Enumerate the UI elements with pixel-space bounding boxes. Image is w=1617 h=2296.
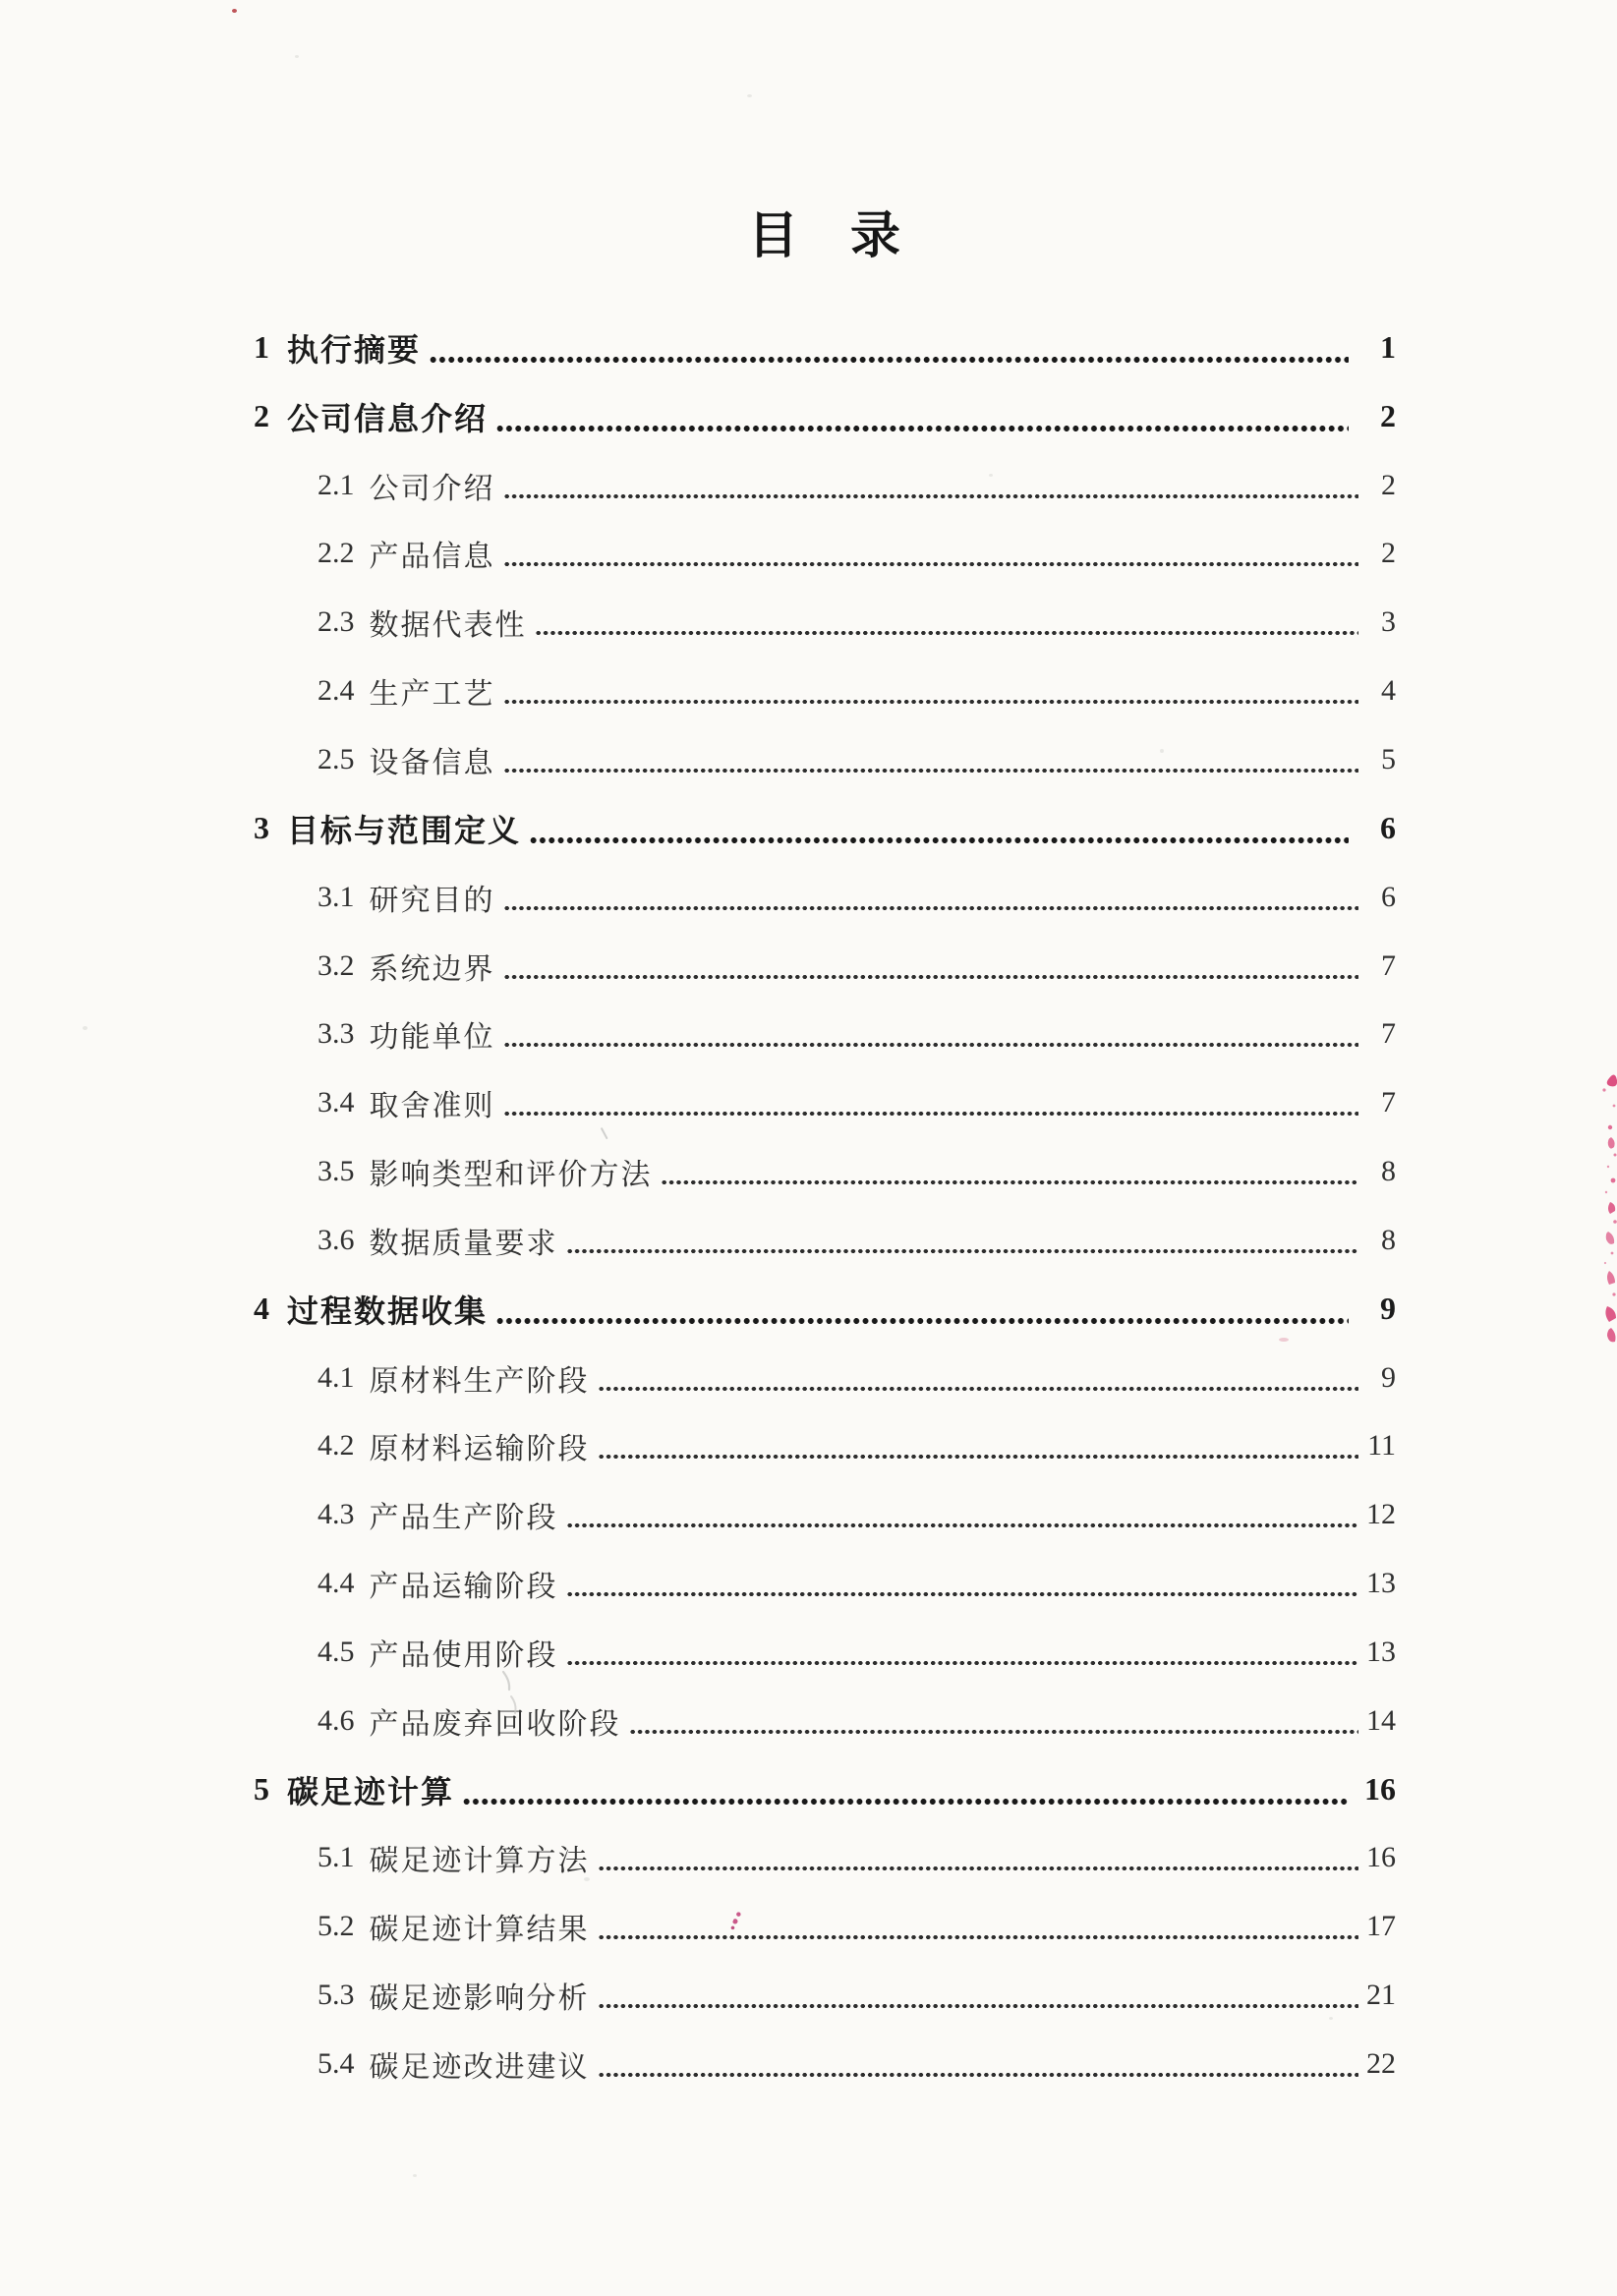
scan-speckle xyxy=(295,55,299,58)
toc-entry-label: 研究目的 xyxy=(369,884,495,917)
dot-leader xyxy=(535,627,1359,639)
toc-entry-label: 执行摘要 xyxy=(287,331,422,368)
toc-entry-page: 14 xyxy=(1366,1703,1396,1737)
toc-entry-label: 数据质量要求 xyxy=(369,1227,558,1260)
dot-leader xyxy=(598,1451,1359,1463)
toc-entry-label: 碳足迹计算方法 xyxy=(369,1845,590,1878)
toc-entry-label: 过程数据收集 xyxy=(287,1292,489,1329)
toc-entry xyxy=(254,1480,1396,1549)
toc-entry-label: 功能单位 xyxy=(369,1021,495,1055)
toc-entry xyxy=(254,1687,1396,1755)
toc-entry-page: 12 xyxy=(1366,1498,1396,1531)
toc-entry-page: 2 xyxy=(1381,537,1396,570)
toc-entry-number: 2.5 xyxy=(318,742,355,775)
toc-entry-number: 3.5 xyxy=(318,1155,355,1188)
toc-entry-page: 16 xyxy=(1364,1771,1396,1808)
toc-entry-number: 2.4 xyxy=(318,674,355,708)
toc-entry-number: 3.6 xyxy=(318,1223,355,1256)
toc-entry-label: 碳足迹影响分析 xyxy=(369,1982,590,2016)
toc-entry-page: 7 xyxy=(1381,1086,1396,1119)
dot-leader xyxy=(503,1108,1359,1119)
dot-leader xyxy=(503,1039,1359,1051)
toc-entry-label: 公司介绍 xyxy=(369,472,495,505)
toc-entry xyxy=(254,1892,1396,1961)
dot-leader xyxy=(495,423,1349,434)
dot-leader xyxy=(598,2000,1359,2012)
toc-entry xyxy=(254,1068,1396,1137)
toc-entry-number: 5 xyxy=(254,1771,269,1808)
toc-entry-number: 3.3 xyxy=(318,1017,355,1051)
toc-entry xyxy=(254,382,1396,451)
toc-entry-page: 2 xyxy=(1381,468,1396,501)
dot-leader xyxy=(566,1588,1359,1600)
toc-entry-label: 产品生产阶段 xyxy=(369,1502,558,1535)
toc-entry xyxy=(254,1000,1396,1068)
dot-leader xyxy=(598,1863,1359,1874)
toc-entry xyxy=(254,2030,1396,2098)
toc-entry-page: 6 xyxy=(1381,880,1396,913)
toc-entry-number: 4.6 xyxy=(318,1703,355,1737)
toc-entry-number: 5.2 xyxy=(318,1910,355,1943)
dot-leader xyxy=(598,1383,1359,1395)
toc-entry xyxy=(254,520,1396,589)
toc-entry-label: 碳足迹计算 xyxy=(287,1773,455,1809)
toc-entry-label: 系统边界 xyxy=(369,952,495,986)
toc-entry-number: 2.3 xyxy=(318,605,355,639)
toc-entry-number: 4.5 xyxy=(318,1635,355,1668)
dot-leader xyxy=(598,1931,1359,1943)
red-ink-speck xyxy=(232,9,237,13)
toc-entry-page: 7 xyxy=(1381,948,1396,982)
toc-entry-label: 碳足迹计算结果 xyxy=(369,1914,590,1947)
toc-entry-label: 原材料运输阶段 xyxy=(369,1433,590,1466)
toc-entry-label: 碳足迹改进建议 xyxy=(369,2051,590,2085)
toc-entry-page: 16 xyxy=(1366,1841,1396,1874)
toc-entry-number: 3.2 xyxy=(318,948,355,982)
toc-entry-page: 9 xyxy=(1381,1360,1396,1394)
toc-entry-page: 5 xyxy=(1381,742,1396,775)
toc-entry-label: 产品信息 xyxy=(369,541,495,574)
dot-leader xyxy=(566,1657,1359,1669)
toc-entry-page: 13 xyxy=(1366,1567,1396,1600)
toc-entry xyxy=(254,1824,1396,1893)
toc-entry-page: 3 xyxy=(1381,605,1396,639)
toc-entry-page: 8 xyxy=(1381,1155,1396,1188)
toc-entry-page: 22 xyxy=(1366,2047,1396,2081)
toc-entry-number: 2 xyxy=(254,398,269,434)
toc-entry-label: 设备信息 xyxy=(369,746,495,779)
toc-entry xyxy=(254,1549,1396,1618)
toc-entry-page: 21 xyxy=(1366,1979,1396,2012)
toc-entry-number: 3 xyxy=(254,810,269,846)
toc-entry xyxy=(254,1137,1396,1206)
toc-entry-number: 4.3 xyxy=(318,1498,355,1531)
toc-entry-number: 4.4 xyxy=(318,1567,355,1600)
scan-speckle xyxy=(747,94,752,97)
toc-entry-page: 13 xyxy=(1366,1635,1396,1668)
toc-entry-label: 生产工艺 xyxy=(369,678,495,712)
toc-entry-label: 影响类型和评价方法 xyxy=(369,1159,653,1192)
dot-leader xyxy=(503,696,1359,708)
toc-entry xyxy=(254,725,1396,794)
toc-entry xyxy=(254,863,1396,932)
toc-entry xyxy=(254,1206,1396,1275)
toc-entry xyxy=(254,1961,1396,2030)
toc-entry-label: 目标与范围定义 xyxy=(287,812,522,848)
toc-entry xyxy=(254,1755,1396,1824)
toc-entry-number: 3.4 xyxy=(318,1086,355,1119)
toc-entry-page: 8 xyxy=(1381,1223,1396,1256)
toc-entry xyxy=(254,1344,1396,1412)
dot-leader xyxy=(503,765,1359,776)
toc-entry-number: 5.4 xyxy=(318,2047,355,2081)
dot-leader xyxy=(429,354,1349,366)
toc-entry-number: 5.3 xyxy=(318,1979,355,2012)
page-title-char: 目 xyxy=(747,209,798,264)
toc-entry-label: 产品运输阶段 xyxy=(369,1571,558,1604)
toc-entry xyxy=(254,657,1396,725)
dot-leader xyxy=(566,1245,1359,1257)
toc-list xyxy=(254,314,1396,2098)
toc-entry xyxy=(254,1412,1396,1481)
dot-leader xyxy=(629,1726,1359,1738)
red-ink-stain xyxy=(1595,1066,1617,1351)
dot-leader xyxy=(661,1177,1359,1188)
toc-entry-label: 公司信息介绍 xyxy=(287,400,489,436)
toc-entry-number: 3.1 xyxy=(318,880,355,913)
toc-entry-label: 产品废弃回收阶段 xyxy=(369,1707,621,1741)
toc-entry-number: 2.2 xyxy=(318,537,355,570)
toc-entry-page: 6 xyxy=(1380,810,1396,846)
pencil-squiggle-mark xyxy=(499,1669,521,1721)
toc-entry-number: 4 xyxy=(254,1291,269,1327)
toc-entry xyxy=(254,932,1396,1001)
toc-entry-label: 数据代表性 xyxy=(369,609,527,643)
toc-entry xyxy=(254,451,1396,520)
dot-leader xyxy=(529,834,1349,846)
toc-entry-page: 17 xyxy=(1366,1910,1396,1943)
toc-entry-number: 5.1 xyxy=(318,1841,355,1874)
toc-entry-number: 1 xyxy=(254,329,269,366)
toc-entry-page: 11 xyxy=(1367,1429,1396,1463)
dot-leader xyxy=(566,1520,1359,1531)
toc-entry-label: 取舍准则 xyxy=(369,1090,495,1123)
dot-leader xyxy=(503,971,1359,983)
toc-entry-page: 4 xyxy=(1381,674,1396,708)
dot-leader xyxy=(503,558,1359,570)
toc-entry-page: 1 xyxy=(1380,329,1396,366)
scan-speckle xyxy=(413,2174,417,2177)
toc-entry xyxy=(254,1275,1396,1344)
toc-entry xyxy=(254,1618,1396,1687)
dot-leader xyxy=(503,902,1359,914)
dot-leader xyxy=(462,1796,1349,1808)
page-title-char: 录 xyxy=(850,209,901,264)
toc-entry-label: 原材料生产阶段 xyxy=(369,1364,590,1398)
dot-leader xyxy=(598,2069,1359,2081)
toc-entry-page: 7 xyxy=(1381,1017,1396,1051)
toc-entry-number: 4.2 xyxy=(318,1429,355,1463)
toc-entry xyxy=(254,314,1396,382)
toc-entry-label: 产品使用阶段 xyxy=(369,1638,558,1672)
toc-entry-page: 2 xyxy=(1380,398,1396,434)
dot-leader xyxy=(495,1315,1349,1327)
toc-entry-number: 2.1 xyxy=(318,468,355,501)
scan-speckle xyxy=(83,1026,87,1030)
toc-entry xyxy=(254,794,1396,863)
toc-entry-page: 9 xyxy=(1380,1291,1396,1327)
toc-entry xyxy=(254,588,1396,657)
page-title xyxy=(16,209,1617,264)
pink-ink-speck xyxy=(1279,1338,1289,1342)
toc-entry-number: 4.1 xyxy=(318,1360,355,1394)
dot-leader xyxy=(503,490,1359,502)
